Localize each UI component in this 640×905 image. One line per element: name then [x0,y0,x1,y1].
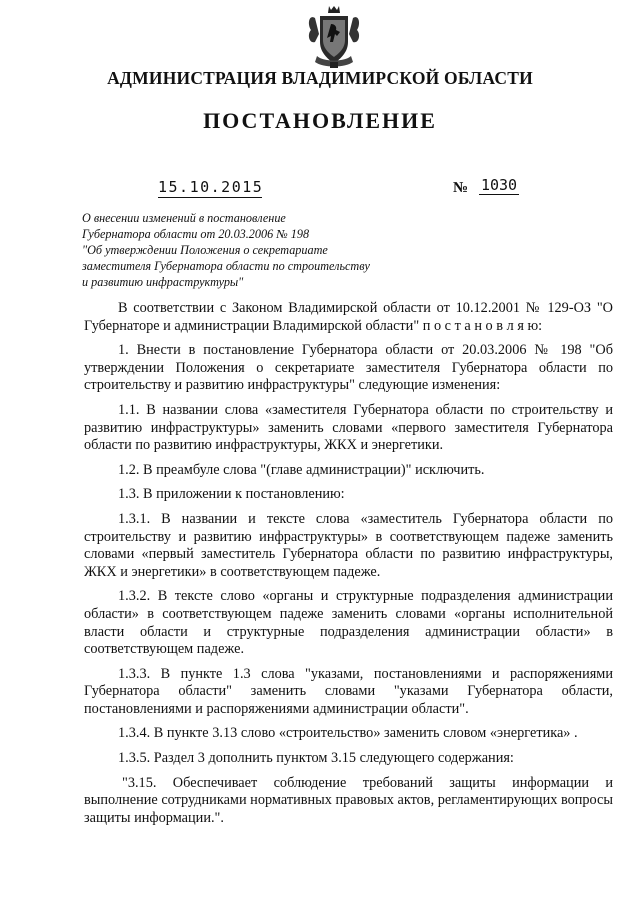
clause-1-3: 1.3. В приложении к постановлению: [118,486,345,503]
coat-of-arms-icon [305,4,363,70]
clause-1-3-1: 1.3.1. В названии и тексте слова «заместитель Губернатора области по строительству и развитию инфраструктуры» в соответствующем падеже заменить словами «первый заместитель Губернатора области по развитию инфраструктуры, ЖКХ и энергетики» в соответствующем падеже. [84,510,613,580]
clause-1-3-4: 1.3.4. В пункте 3.13 слово «строительство» заменить словом «энергетика» . [118,725,578,742]
clause-1-3-3: 1.3.3. В пункте 1.3 слова "указами, постановлениями и распоряжениями Губернатора области" заменить словами "указами Губернатора области, постановлениями и распоряжениями администрации области". [84,665,613,717]
number-label: № [453,180,469,196]
subject-line: Губернатора области от 20.03.2006 № 198 [82,227,310,241]
document-body [84,300,613,834]
subject-line: заместителя Губернатора области по строительству [82,259,370,273]
document-date: 15.10.2015 [158,178,264,196]
subject-line: и развитию инфраструктуры" [82,275,244,289]
subject-line: О внесении изменений в постановление [82,211,286,225]
preamble-paragraph: В соответствии с Законом Владимирской области от 10.12.2001 № 129-ОЗ "О Губернаторе и администрации Владимирской области" п о с т а н о в л я ю: [84,300,613,334]
clause-1: 1. Внести в постановление Губернатора области от 20.03.2006 № 198 "Об утверждении Положения о секретариате заместителя Губернатора области по строительству и развитию инфраструктуры" следующие изменения: [84,342,613,394]
organization-name: АДМИНИСТРАЦИЯ ВЛАДИМИРСКОЙ ОБЛАСТИ [107,68,533,88]
clause-1-1: 1.1. В названии слова «заместителя Губернатора области по строительству и развитию инфраструктуры» заменить словами «первого заместителя Губернатора области по развитию инфраструктуры, ЖКХ и энергетики. [84,401,613,454]
clause-1-3-2: 1.3.2. В тексте слово «органы и структурные подразделения администрации области» в соответствующем падеже заменить словами «органы исполнительной власти области и структурные подразделения администрации области» в соответствующем падеже. [84,588,613,658]
clause-3-15-quote: "3.15. Обеспечивает соблюдение требований защиты информации и выполнение сотрудниками нормативных правовых актов, регламентирующих вопросы защиты информации.". [84,774,613,826]
document-number: 1030 [480,176,518,194]
document-subject [82,210,412,290]
clause-1-2: 1.2. В преамбуле слова "(главе администрации)" исключить. [118,461,485,478]
document-type-title: ПОСТАНОВЛЕНИЕ [203,108,437,133]
clause-1-3-5: 1.3.5. Раздел 3 дополнить пунктом 3.15 следующего содержания: [118,750,514,767]
subject-line: "Об утверждении Положения о секретариате [82,243,328,257]
